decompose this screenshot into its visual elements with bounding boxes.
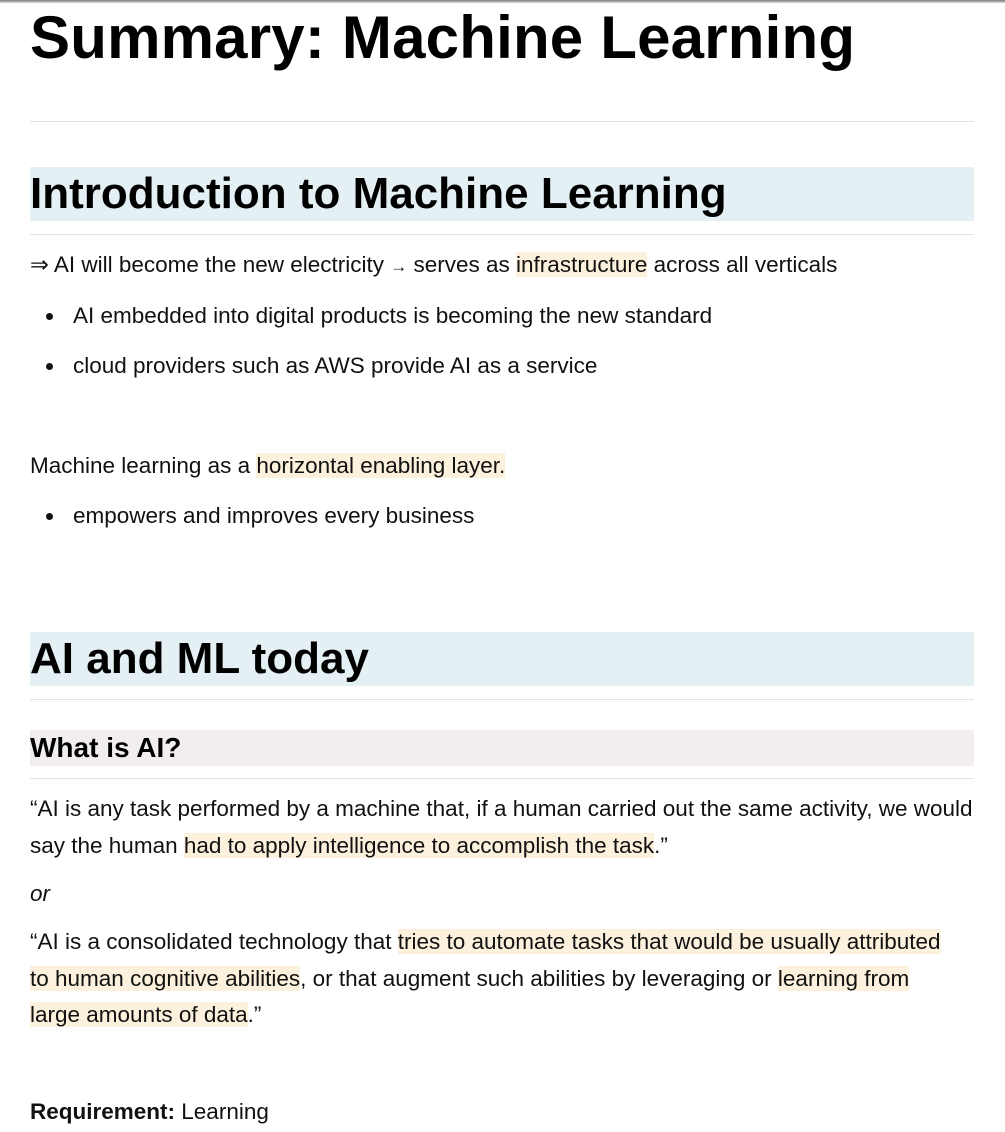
or-separator: or: [30, 881, 51, 906]
list-item: [30, 491, 474, 541]
list-item-text: empowers and improves every business: [73, 503, 475, 528]
subheading-divider: [30, 778, 974, 779]
title-divider: [30, 121, 974, 122]
statement-prefix: ⇒ AI will become the new electricity: [30, 252, 391, 277]
ai-definition-quote-1: [30, 791, 974, 864]
bullet-list-layer: [30, 491, 474, 541]
horizontal-layer-statement: [30, 448, 505, 485]
statement-prefix: Machine learning as a: [30, 453, 257, 478]
list-item-text: cloud providers such as AWS provide AI as a service: [73, 353, 598, 378]
quote-text-mid: , or that augment such abilities by leveraging or: [300, 965, 778, 991]
requirement-value: Learning: [175, 1099, 269, 1124]
bullet-icon: [46, 313, 53, 320]
highlight-horizontal-layer: horizontal enabling layer.: [256, 453, 506, 478]
highlight-infrastructure: infrastructure: [516, 252, 648, 277]
section-heading-ai-ml-today: [30, 632, 974, 686]
highlight-automate-tasks: tries to automate tasks that would be usually attributed to human cognitive abilities: [30, 929, 941, 991]
statement-suffix: across all verticals: [647, 252, 838, 277]
bullet-icon: [46, 363, 53, 370]
bullet-list-intro: [30, 291, 712, 391]
ai-definition-quote-2: [30, 924, 950, 1034]
statement-mid: serves as: [407, 252, 517, 277]
right-arrow-icon: →: [390, 257, 408, 276]
quote-text-end: .”: [247, 1002, 262, 1027]
quote-text: “AI is a consolidated technology that: [30, 929, 398, 954]
highlight-apply-intelligence: had to apply intelligence to accomplish the task: [183, 832, 655, 858]
requirement-line: [30, 1094, 269, 1131]
section-heading-intro: [30, 167, 974, 221]
quote-text-end: .”: [654, 832, 668, 858]
bullet-icon: [46, 513, 53, 520]
requirement-label: Requirement:: [30, 1099, 176, 1124]
list-item: [30, 341, 712, 391]
highlight-large-data: learning from large amounts of data: [30, 965, 910, 1027]
section-heading-text: Introduction to Machine Learning: [30, 169, 727, 218]
electricity-statement: [30, 247, 837, 286]
section-divider: [30, 234, 974, 235]
section-heading-text: AI and ML today: [30, 634, 369, 683]
section-divider: [30, 699, 974, 700]
list-item-text: AI embedded into digital products is becoming the new standard: [73, 303, 713, 328]
subheading-what-is-ai: [30, 730, 974, 766]
list-item: [30, 291, 712, 341]
page-title: Summary: Machine Learning: [30, 4, 856, 71]
subheading-text: What is AI?: [30, 732, 182, 763]
quote-text: “AI is any task performed by a machine that, if a human carried out the same activity, we would say the human: [30, 796, 973, 858]
